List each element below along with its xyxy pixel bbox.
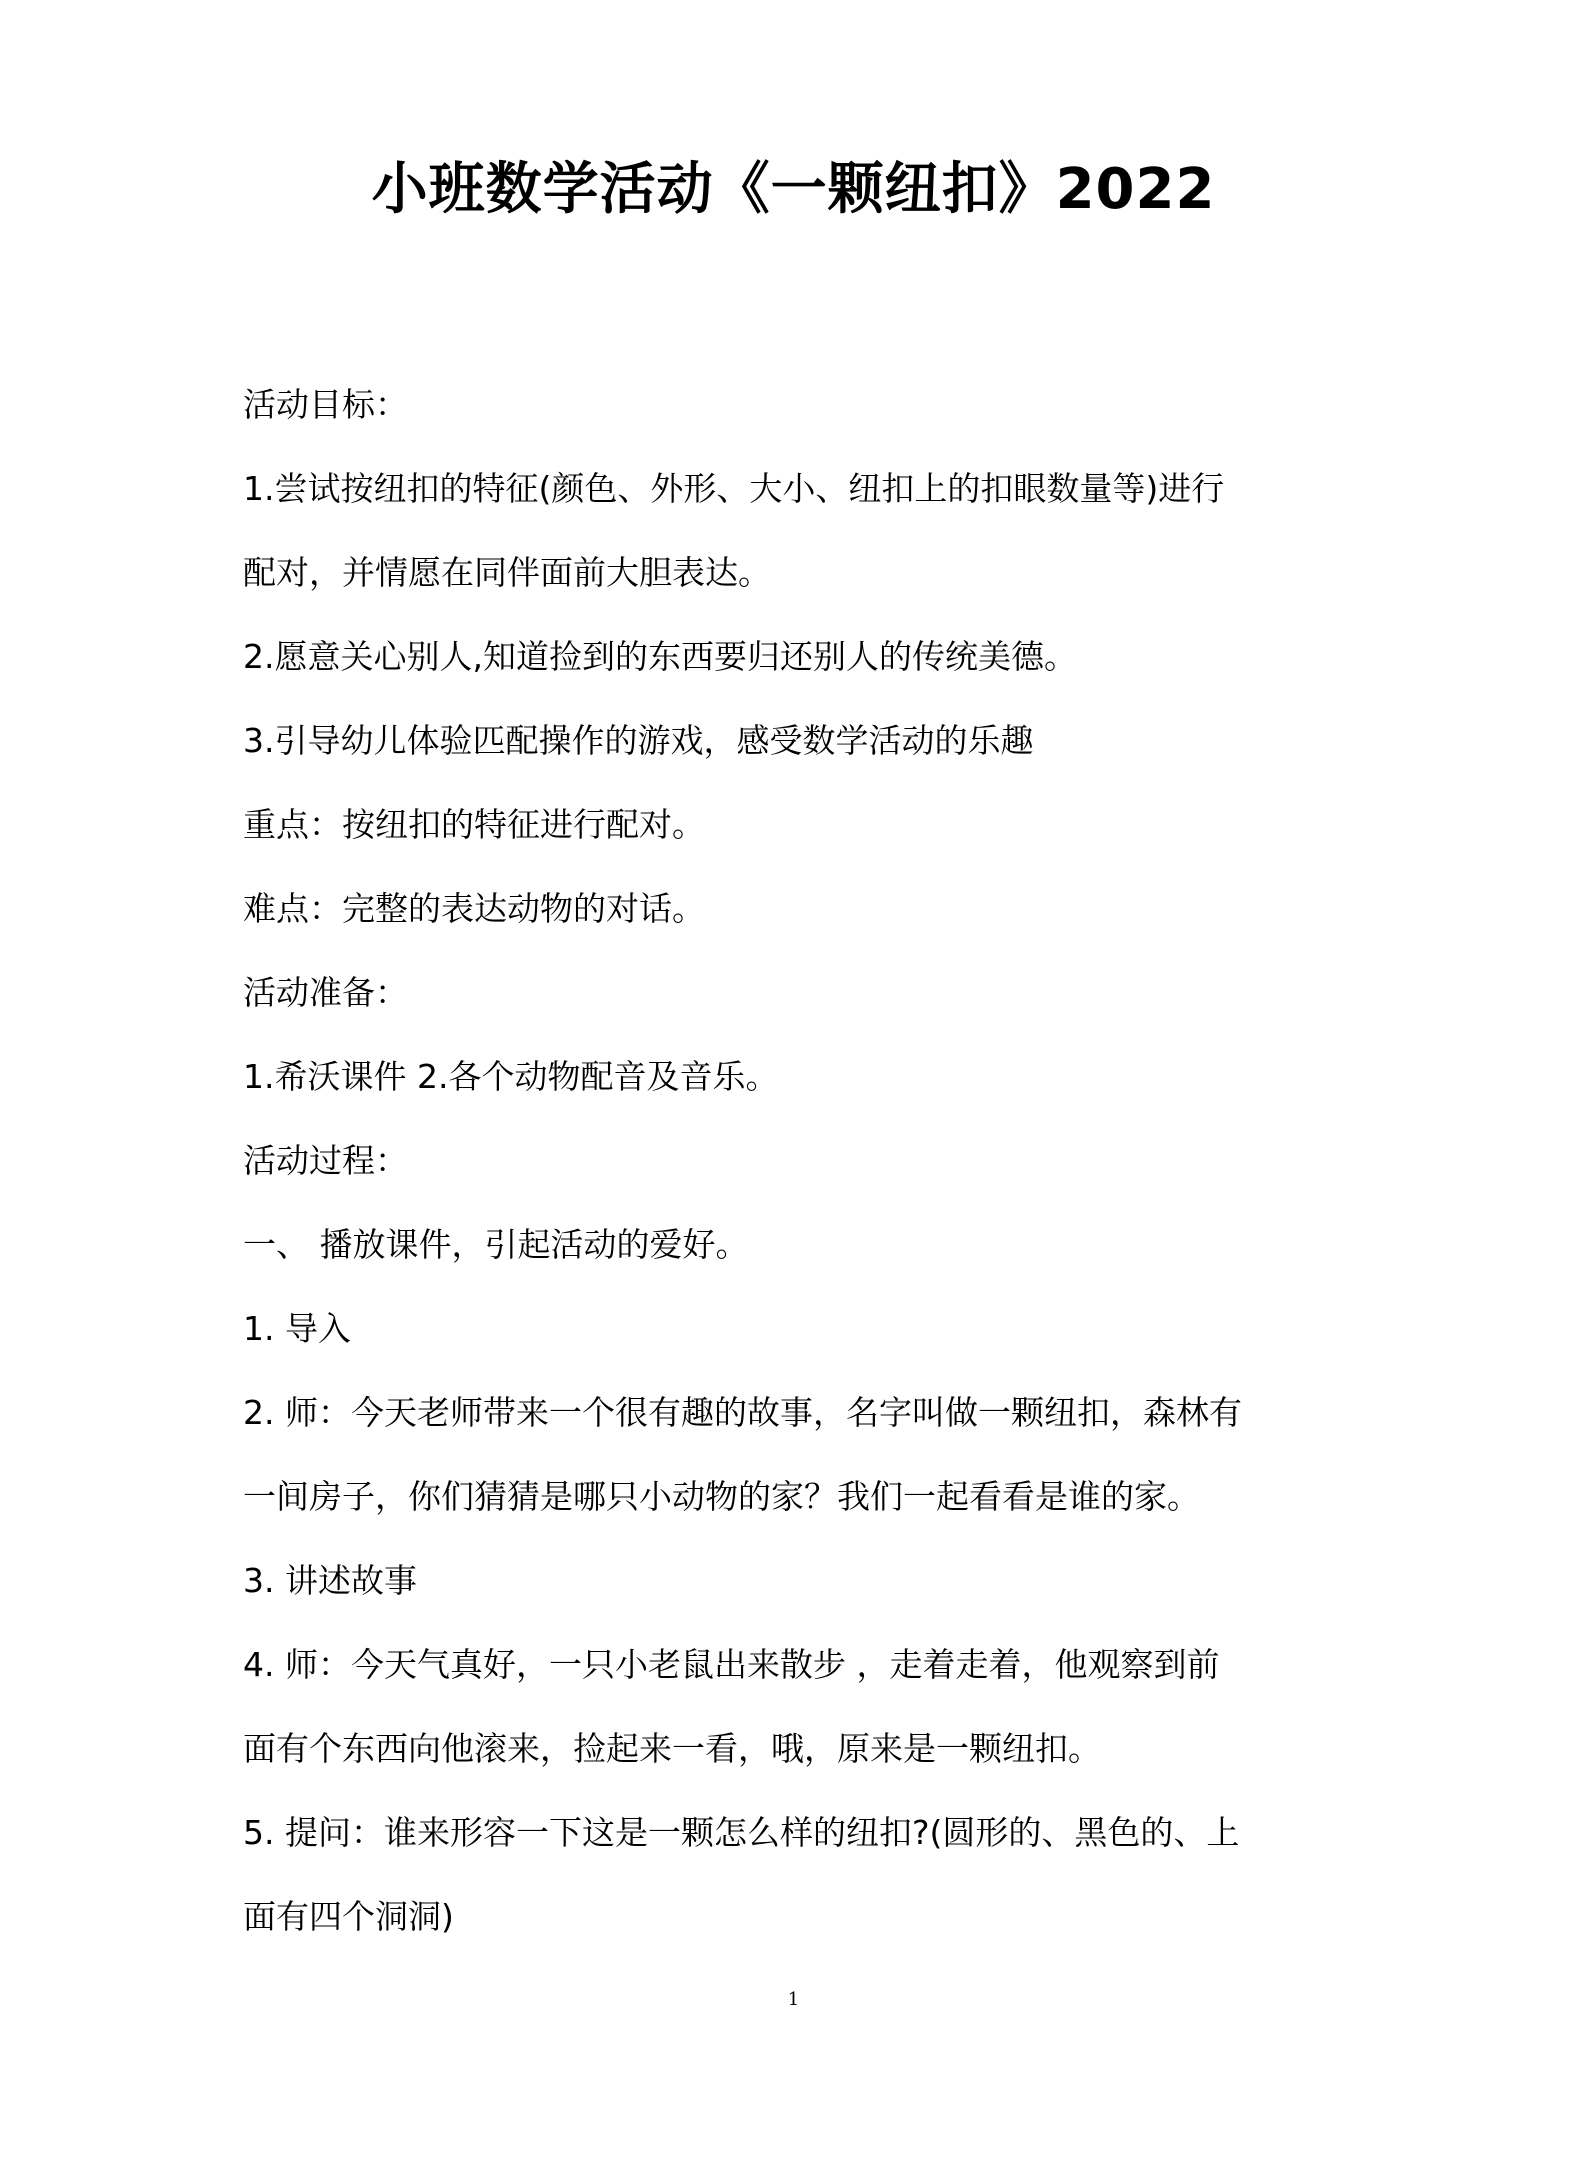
goal-1-line-1: 1.尝试按纽扣的特征(颜色、外形、大小、纽扣上的扣眼数量等)进行	[243, 469, 1225, 508]
section-heading-preparation: 活动准备：	[243, 973, 408, 1012]
document-title: 小班数学活动《一颗纽扣》2022	[371, 157, 1216, 222]
section-heading-process: 活动过程：	[243, 1141, 408, 1180]
key-point: 重点：按纽扣的特征进行配对。	[243, 805, 705, 844]
process-item-4-line-2: 面有个东西向他滚来，捡起来一看，哦，原来是一颗纽扣。	[243, 1729, 1101, 1768]
process-item-3: 3. 讲述故事	[243, 1561, 417, 1600]
section-heading-goals: 活动目标：	[243, 385, 408, 424]
process-item-5-line-2: 面有四个洞洞)	[243, 1897, 454, 1936]
process-item-5-line-1: 5. 提问：谁来形容一下这是一颗怎么样的纽扣?(圆形的、黑色的、上	[243, 1813, 1240, 1852]
page-number: 1	[787, 1989, 800, 2010]
goal-2: 2.愿意关心别人,知道捡到的东西要归还别人的传统美德。	[243, 637, 1077, 676]
process-item-1: 1. 导入	[243, 1309, 351, 1348]
process-item-2-line-2: 一间房子，你们猜猜是哪只小动物的家？我们一起看看是谁的家。	[243, 1477, 1200, 1516]
goal-3: 3.引导幼儿体验匹配操作的游戏，感受数学活动的乐趣	[243, 721, 1034, 760]
goal-1-line-2: 配对，并情愿在同伴面前大胆表达。	[243, 553, 771, 592]
difficult-point: 难点：完整的表达动物的对话。	[243, 889, 705, 928]
process-step-heading-1: 一、 播放课件，引起活动的爱好。	[243, 1225, 749, 1264]
process-item-4-line-1: 4. 师：今天气真好，一只小老鼠出来散步 ，走着走着，他观察到前	[243, 1645, 1220, 1684]
preparation-items: 1.希沃课件 2.各个动物配音及音乐。	[243, 1057, 779, 1096]
process-item-2-line-1: 2. 师：今天老师带来一个很有趣的故事，名字叫做一颗纽扣，森林有	[243, 1393, 1242, 1432]
